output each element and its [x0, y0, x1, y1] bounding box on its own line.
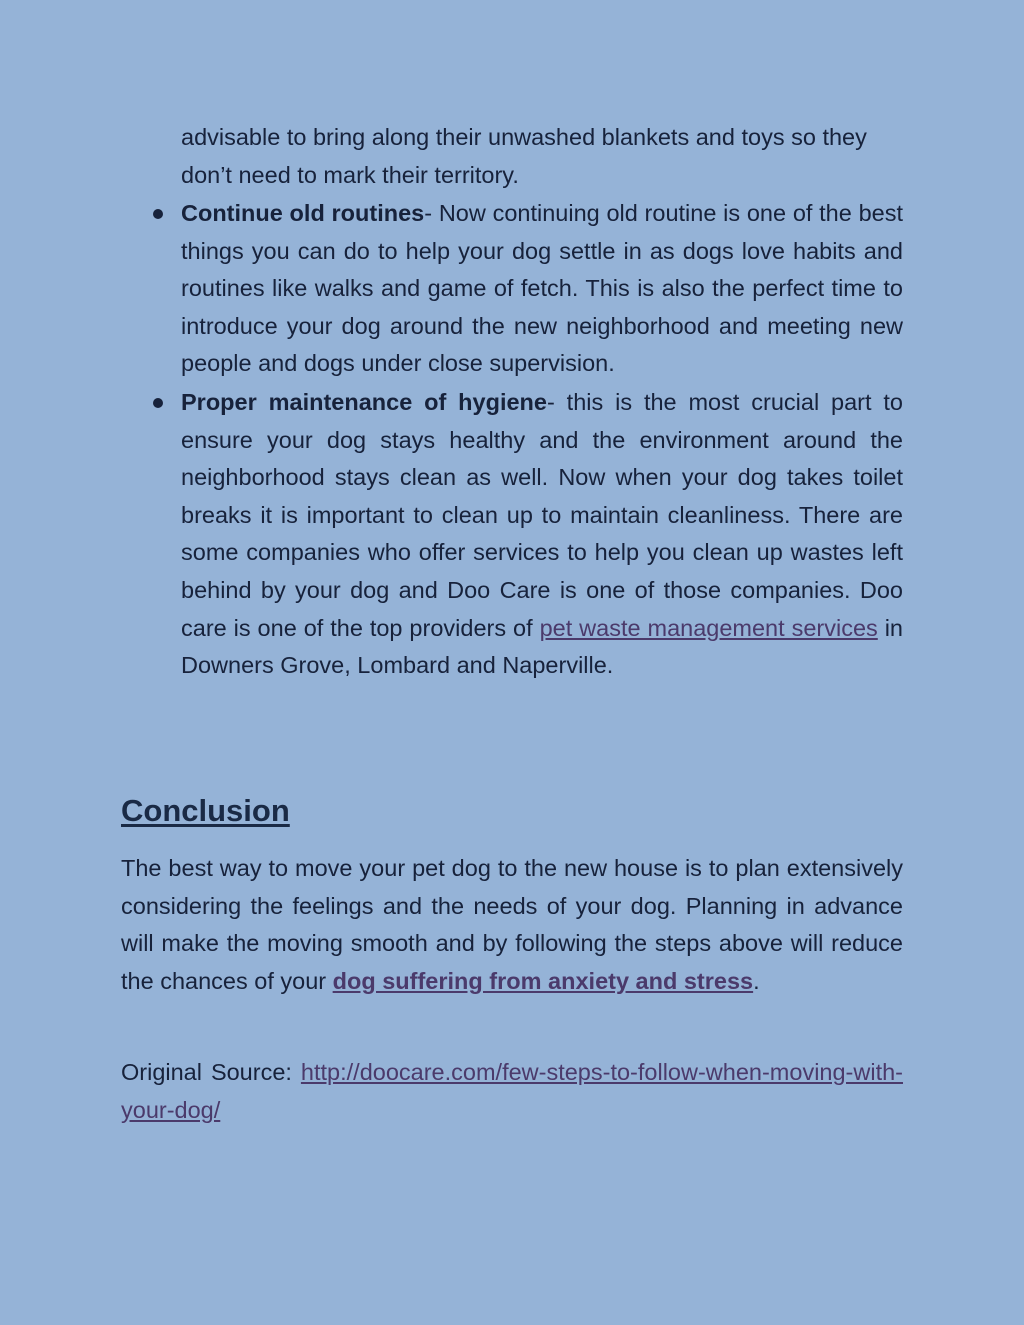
- pet-waste-services-link[interactable]: pet waste management services: [539, 614, 878, 641]
- original-source: [121, 1054, 903, 1129]
- dog-anxiety-link[interactable]: dog suffering from anxiety and stress: [332, 967, 754, 994]
- list-item-title: Continue old routines: [181, 200, 425, 226]
- list-item: [181, 195, 903, 383]
- conclusion-text: The best way to move your pet dog to the new house is to plan extensively considering the feelings and the needs of your dog. Planning in advance will make the moving smooth and by following the steps above will reduce the chances of your: [121, 855, 903, 994]
- list-item: [181, 384, 903, 685]
- conclusion-text-end: .: [753, 967, 760, 994]
- conclusion-paragraph: [121, 850, 903, 1000]
- list-item-text: - Now continuing old routine is one of the best things you can do to help your dog settle in as dogs love habits and routines like walks and game of fetch. This is also the perfect time to introduce your dog around the new neighborhood and meeting new people and dogs under close supervision.: [181, 200, 903, 377]
- list-continuation-text: advisable to bring along their unwashed blankets and toys so they don’t need to mark their territory.: [181, 124, 867, 188]
- list-item-text: - this is the most crucial part to ensure your dog stays healthy and the environment around the neighborhood stays clean as well. Now when your dog takes toilet breaks it is important to clean up to maintain cleanliness. There are some companies who offer services to help you clean up wastes left behind by your dog and Doo Care is one of those companies. Doo care is one of the top providers of: [181, 389, 903, 641]
- list-item-text-end: in Downers Grove, Lombard and Naperville.: [181, 614, 904, 679]
- source-url-link[interactable]: http://doocare.com/few-steps-to-follow-when-moving-with-your-dog/: [121, 1059, 903, 1123]
- list-item-title: Proper maintenance of hygiene: [181, 389, 547, 415]
- bullet-icon: [153, 398, 163, 408]
- bullet-icon: [153, 209, 163, 219]
- conclusion-heading: Conclusion: [121, 793, 290, 828]
- source-label: Original Source:: [121, 1059, 301, 1085]
